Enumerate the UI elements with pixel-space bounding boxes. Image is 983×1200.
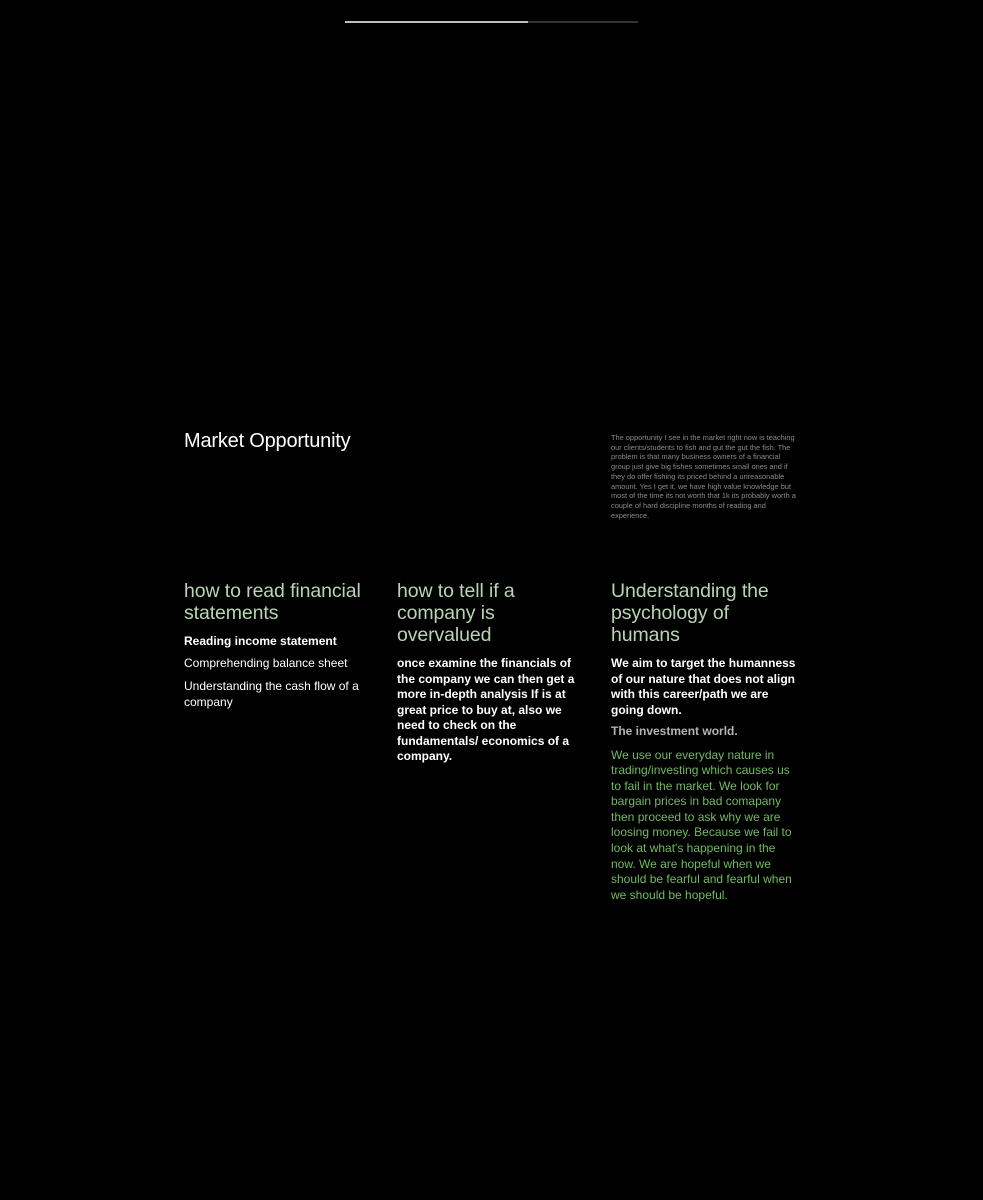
column-heading: how to tell if a company is overvalued <box>397 580 515 646</box>
intro-paragraph: The opportunity I see in the market right now is teaching our clients/students to fish and gut the gut the fish. The problem is that many business owners of a financial group just give big fishes sometimes small ones and if they do offer fishing its priced behind a unreasonable amount. Yes I get it, we have high value knowledge but most of the time its not worth that 1k its probably worth a couple of hard discipline months of reading and experience. <box>611 433 796 520</box>
column-subheading: The investment world. <box>611 724 738 738</box>
column-heading: Understanding the psychology of humans <box>611 580 769 646</box>
page-title: Market Opportunity <box>184 430 351 452</box>
column-psychology <box>611 580 801 903</box>
progress-bar-fill <box>345 21 528 23</box>
list-item: Understanding the cash flow of a company <box>184 679 359 709</box>
list-item: Reading income statement <box>184 634 337 648</box>
list-item: Comprehending balance sheet <box>184 655 348 670</box>
column-detail: We use our everyday nature in trading/investing which causes us to fail in the market. We look for bargain prices in bad comapany then proceed to ask why we are loosing money. Because we fail to look at what's happening in the now. We are hopeful when we should be fearful and fearful when we should be hopeful. <box>611 747 792 902</box>
column-heading: how to read financial statements <box>184 580 361 624</box>
column-body: We aim to target the humanness of our nature that does not align with this career/path we are going down. <box>611 656 796 717</box>
progress-bar <box>345 21 638 23</box>
column-body: once examine the financials of the company we can then get a more in-depth analysis If is at great price to buy at, also we need to check on the fundamentals/ economics of a company. <box>397 656 575 763</box>
column-financial-statements <box>184 580 374 718</box>
column-overvalued <box>397 580 587 771</box>
